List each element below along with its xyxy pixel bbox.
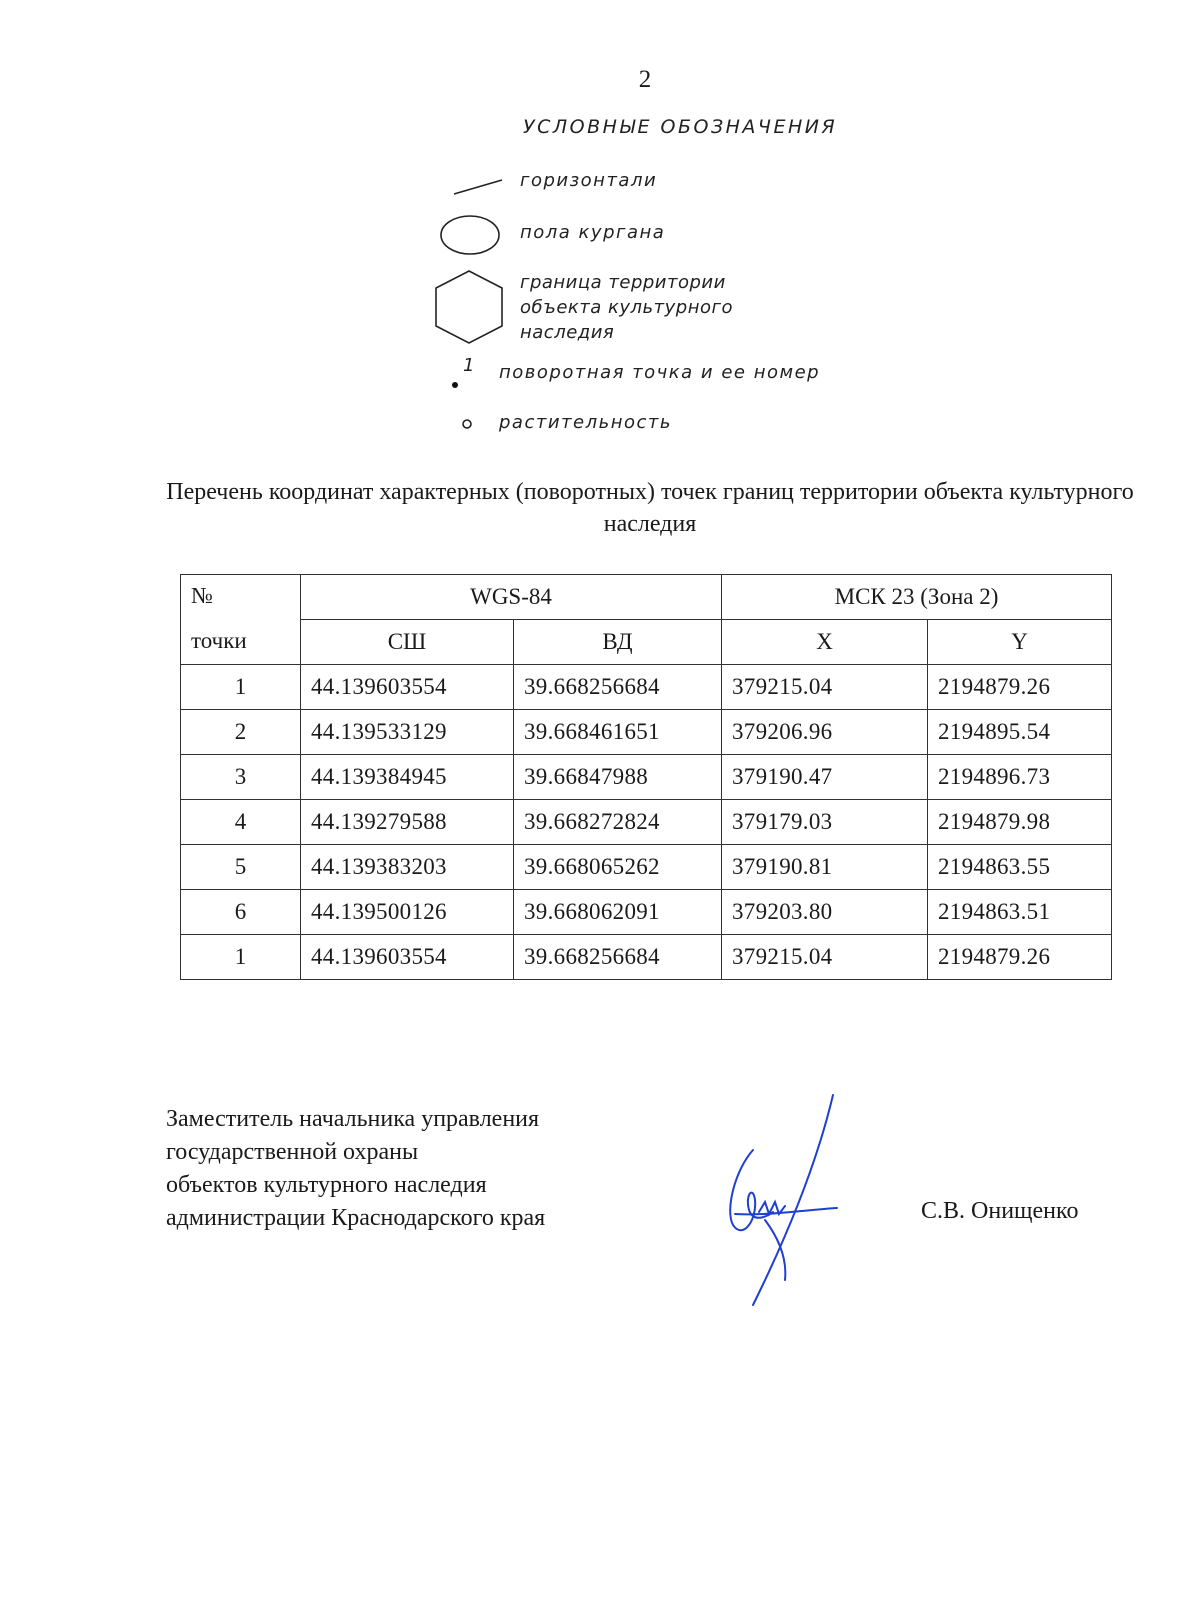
x-cell: 379190.81 bbox=[722, 845, 928, 890]
page-number: 2 bbox=[638, 66, 652, 93]
y-cell: 2194879.26 bbox=[928, 665, 1112, 710]
lon-cell: 39.668256684 bbox=[514, 665, 722, 710]
point-number-cell: 1 bbox=[181, 665, 301, 710]
header-no: № bbox=[181, 575, 301, 620]
y-cell: 2194896.73 bbox=[928, 755, 1112, 800]
lon-cell: 39.668062091 bbox=[514, 890, 722, 935]
header-wgs84: WGS-84 bbox=[301, 575, 722, 620]
lat-cell: 44.139533129 bbox=[301, 710, 514, 755]
table-row bbox=[181, 935, 1112, 980]
x-cell: 379215.04 bbox=[722, 935, 928, 980]
lat-cell: 44.139603554 bbox=[301, 665, 514, 710]
y-cell: 2194895.54 bbox=[928, 710, 1112, 755]
legend-label: горизонтали bbox=[520, 170, 658, 191]
point-number-cell: 3 bbox=[181, 755, 301, 800]
lon-cell: 39.668272824 bbox=[514, 800, 722, 845]
header-msk23: МСК 23 (Зона 2) bbox=[722, 575, 1112, 620]
coordinates-table bbox=[180, 574, 1112, 980]
y-cell: 2194863.55 bbox=[928, 845, 1112, 890]
point-number-cell: 6 bbox=[181, 890, 301, 935]
legend-label: пола кургана bbox=[520, 222, 666, 243]
table-row bbox=[181, 845, 1112, 890]
header-lat: СШ bbox=[301, 620, 514, 665]
legend-label: поворотная точка и ее номер bbox=[499, 362, 821, 383]
lon-cell: 39.668256684 bbox=[514, 935, 722, 980]
x-cell: 379190.47 bbox=[722, 755, 928, 800]
signatory-line: Заместитель начальника управления bbox=[166, 1106, 540, 1132]
table-row bbox=[181, 800, 1112, 845]
signatory-line: государственной охраны bbox=[166, 1139, 419, 1165]
table-row bbox=[181, 890, 1112, 935]
signatory-name: С.В. Онищенко bbox=[921, 1198, 1079, 1224]
table-header-row bbox=[181, 575, 1112, 620]
lat-cell: 44.139603554 bbox=[301, 935, 514, 980]
point-number-cell: 5 bbox=[181, 845, 301, 890]
x-cell: 379179.03 bbox=[722, 800, 928, 845]
numbered-point-icon bbox=[448, 378, 462, 392]
lon-cell: 39.66847988 bbox=[514, 755, 722, 800]
table-subheader-row bbox=[181, 620, 1112, 665]
header-x: X bbox=[722, 620, 928, 665]
x-cell: 379215.04 bbox=[722, 665, 928, 710]
signatory-title bbox=[166, 1103, 545, 1235]
table-body bbox=[181, 665, 1112, 980]
signature bbox=[725, 1090, 845, 1310]
x-cell: 379203.80 bbox=[722, 890, 928, 935]
point-number-marker: 1 bbox=[463, 355, 476, 376]
legend-title: УСЛОВНЫЕ ОБОЗНАЧЕНИЯ bbox=[523, 116, 838, 138]
lat-cell: 44.139383203 bbox=[301, 845, 514, 890]
contour-line-icon bbox=[452, 177, 504, 197]
hexagon-icon bbox=[432, 268, 506, 346]
header-point: точки bbox=[181, 620, 301, 665]
signatory-line: объектов культурного наследия bbox=[166, 1172, 487, 1198]
legend-label: растительность bbox=[499, 412, 672, 433]
ellipse-icon bbox=[438, 213, 502, 257]
y-cell: 2194879.26 bbox=[928, 935, 1112, 980]
table-row bbox=[181, 665, 1112, 710]
table-row bbox=[181, 755, 1112, 800]
y-cell: 2194863.51 bbox=[928, 890, 1112, 935]
legend-label: граница территории объекта культурного наследия bbox=[520, 272, 733, 343]
lat-cell: 44.139279588 bbox=[301, 800, 514, 845]
table-row bbox=[181, 710, 1112, 755]
lon-cell: 39.668065262 bbox=[514, 845, 722, 890]
lat-cell: 44.139500126 bbox=[301, 890, 514, 935]
point-number-cell: 4 bbox=[181, 800, 301, 845]
header-y: Y bbox=[928, 620, 1112, 665]
small-circle-icon bbox=[460, 417, 474, 431]
y-cell: 2194879.98 bbox=[928, 800, 1112, 845]
lat-cell: 44.139384945 bbox=[301, 755, 514, 800]
lon-cell: 39.668461651 bbox=[514, 710, 722, 755]
point-number-cell: 2 bbox=[181, 710, 301, 755]
header-lon: ВД bbox=[514, 620, 722, 665]
table-title: Перечень координат характерных (поворотных) точек границ территории объекта культурного наследия bbox=[166, 479, 1134, 537]
signatory-line: администрации Краснодарского края bbox=[166, 1205, 546, 1231]
x-cell: 379206.96 bbox=[722, 710, 928, 755]
point-number-cell: 1 bbox=[181, 935, 301, 980]
